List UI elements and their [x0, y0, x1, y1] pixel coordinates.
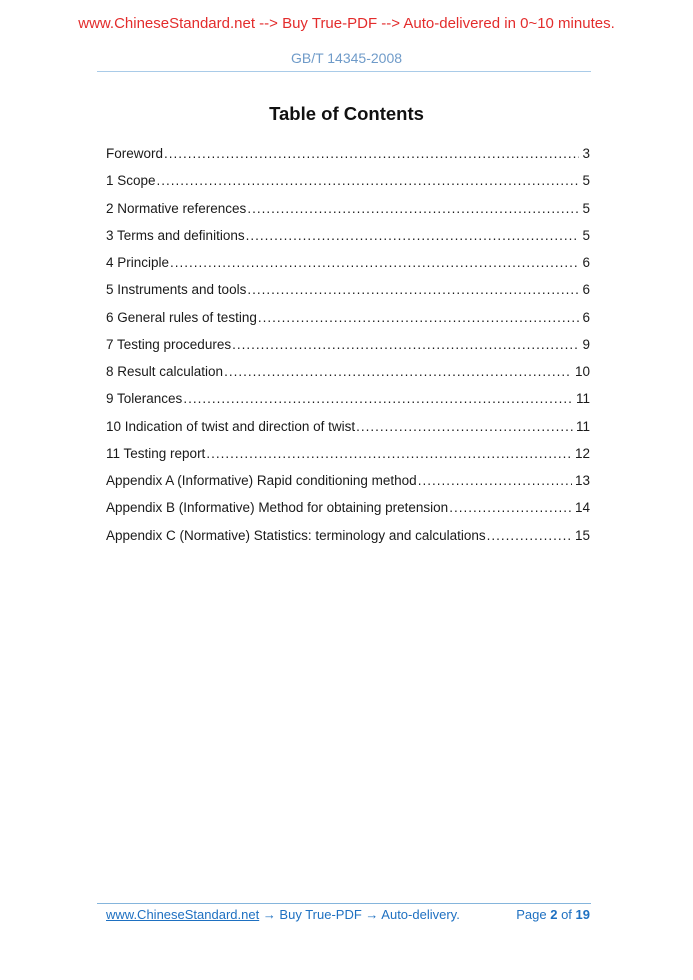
footer-site-link[interactable]: www.ChineseStandard.net	[106, 907, 260, 922]
toc-entry[interactable]	[106, 331, 590, 358]
toc-entry[interactable]	[106, 276, 590, 303]
toc-entry-label: 3 Terms and definitions	[106, 227, 245, 243]
header-divider	[97, 71, 591, 72]
toc-entry[interactable]	[106, 494, 590, 521]
promo-banner: www.ChineseStandard.net --> Buy True-PDF --> Auto-delivered in 0~10 minutes.	[78, 15, 615, 32]
page-title: Table of Contents	[269, 103, 424, 124]
toc-entry[interactable]	[106, 385, 590, 412]
toc-dot-leader	[418, 467, 572, 494]
toc-entry[interactable]	[106, 167, 590, 194]
toc-entry[interactable]	[106, 195, 590, 222]
toc-dot-leader	[247, 195, 579, 222]
toc-entry-page: 9	[582, 336, 590, 352]
toc-entry-page: 12	[574, 445, 590, 461]
toc-list	[106, 140, 590, 549]
toc-dot-leader	[164, 140, 579, 167]
toc-dot-leader	[247, 276, 579, 303]
toc-entry-page: 5	[582, 173, 590, 189]
toc-entry[interactable]	[106, 440, 590, 467]
toc-dot-leader	[157, 167, 580, 194]
toc-entry-label: 8 Result calculation	[106, 364, 224, 379]
toc-entry-page: 14	[574, 500, 590, 516]
toc-dot-leader	[258, 304, 580, 331]
footer-page-current: 2	[550, 907, 558, 922]
toc-entry-page: 15	[574, 527, 590, 543]
toc-entry-page: 3	[582, 146, 590, 161]
toc-dot-leader	[246, 222, 580, 249]
toc-entry-page: 6	[582, 282, 590, 298]
toc-entry-label: 11 Testing report	[106, 445, 206, 461]
standard-code: GB/T 14345-2008	[290, 50, 403, 66]
toc-entry-label: Foreword	[106, 146, 164, 161]
toc-entry-page: 10	[574, 364, 590, 379]
footer-left	[97, 907, 460, 923]
toc-entry[interactable]	[106, 222, 590, 249]
toc-entry-label: 9 Tolerances	[106, 391, 183, 407]
toc-dot-leader	[449, 494, 572, 521]
toc-entry-label: 5 Instruments and tools	[106, 282, 247, 298]
toc-entry-page: 5	[582, 227, 590, 243]
toc-dot-leader	[206, 440, 572, 467]
toc-entry-label: 10 Indication of twist and direction of twist	[106, 418, 356, 434]
toc-dot-leader	[224, 358, 572, 385]
toc-entry[interactable]	[106, 249, 590, 276]
toc-dot-leader	[170, 249, 579, 276]
toc-entry-label: 4 Principle	[106, 255, 170, 270]
toc-dot-leader	[356, 413, 573, 440]
footer-left-text: → Buy True-PDF → Auto-delivery.	[259, 907, 460, 922]
toc-entry-label: Appendix A (Informative) Rapid conditioning method	[106, 473, 417, 488]
toc-entry[interactable]	[106, 467, 590, 494]
toc-entry-label: 2 Normative references	[106, 200, 247, 216]
toc-entry-page: 11	[575, 418, 590, 434]
toc-dot-leader	[232, 331, 579, 358]
toc-entry-label: 7 Testing procedures	[106, 336, 232, 352]
footer-of-label: of	[561, 907, 572, 922]
toc-entry-page: 13	[574, 473, 590, 488]
toc-entry[interactable]	[106, 522, 590, 549]
page-footer	[97, 903, 591, 923]
toc-entry[interactable]	[106, 413, 590, 440]
toc-entry[interactable]	[106, 304, 590, 331]
footer-page-info	[516, 907, 591, 923]
toc-entry-page: 5	[582, 200, 590, 216]
toc-entry-label: 6 General rules of testing	[106, 309, 257, 325]
toc-entry-page: 6	[582, 255, 590, 270]
toc-dot-leader	[183, 385, 573, 412]
toc-entry-label: Appendix C (Normative) Statistics: terminology and calculations	[106, 527, 486, 543]
toc-entry-label: Appendix B (Informative) Method for obtaining pretension	[106, 500, 449, 516]
footer-page-total: 19	[575, 907, 590, 922]
toc-entry[interactable]	[106, 140, 590, 167]
footer-page-label: Page	[516, 907, 547, 922]
toc-entry[interactable]	[106, 358, 590, 385]
toc-entry-page: 11	[575, 391, 590, 407]
toc-entry-page: 6	[582, 309, 590, 325]
toc-entry-label: 1 Scope	[106, 173, 156, 189]
toc-dot-leader	[487, 522, 572, 549]
